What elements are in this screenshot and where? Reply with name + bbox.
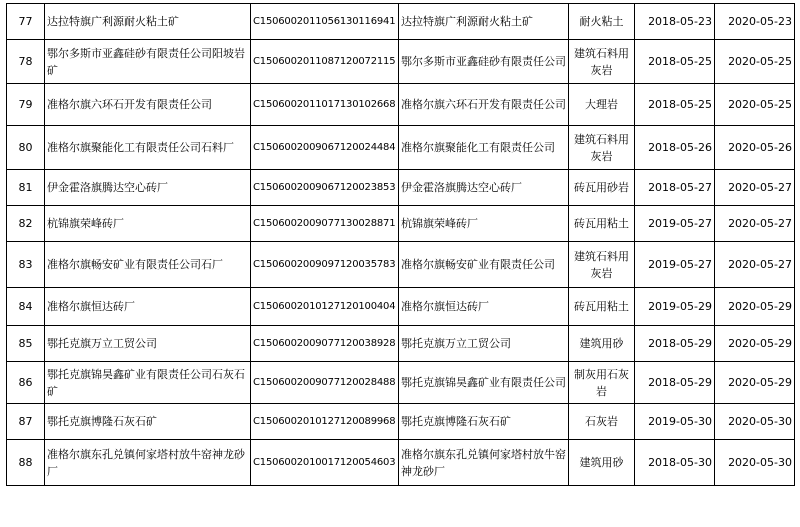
end-date-cell: 2020-05-25 [715, 84, 795, 126]
row-number: 81 [7, 170, 45, 206]
mine-name-cell: 伊金霍洛旗腾达空心砖厂 [45, 170, 251, 206]
end-date-cell: 2020-05-27 [715, 170, 795, 206]
mine-name-cell: 杭锦旗荣峰砖厂 [45, 206, 251, 242]
start-date-cell: 2018-05-27 [635, 170, 715, 206]
row-number: 86 [7, 362, 45, 404]
owner-cell: 鄂托克旗万立工贸公司 [399, 326, 569, 362]
row-number: 83 [7, 242, 45, 288]
license-code-cell: C1506002010127120100404 [251, 288, 399, 326]
mineral-cell: 砖瓦用砂岩 [569, 170, 635, 206]
start-date-cell: 2018-05-29 [635, 362, 715, 404]
start-date-cell: 2018-05-29 [635, 326, 715, 362]
table-row [7, 40, 795, 84]
table-row [7, 242, 795, 288]
owner-cell: 鄂尔多斯市亚鑫硅砂有限责任公司 [399, 40, 569, 84]
license-code-cell: C1506002009067120024484 [251, 126, 399, 170]
mine-name-cell: 鄂托克旗锦昊鑫矿业有限责任公司石灰石矿 [45, 362, 251, 404]
license-code-cell: C1506002009067120023853 [251, 170, 399, 206]
table-row [7, 326, 795, 362]
license-code-cell: C1506002009077130028871 [251, 206, 399, 242]
license-code-cell: C1506002009077120028488 [251, 362, 399, 404]
end-date-cell: 2020-05-26 [715, 126, 795, 170]
end-date-cell: 2020-05-30 [715, 440, 795, 486]
mining-license-table [6, 3, 795, 486]
table-row [7, 404, 795, 440]
table-row [7, 170, 795, 206]
owner-cell: 准格尔旗畅安矿业有限责任公司 [399, 242, 569, 288]
mineral-cell: 制灰用石灰岩 [569, 362, 635, 404]
end-date-cell: 2020-05-29 [715, 288, 795, 326]
mineral-cell: 石灰岩 [569, 404, 635, 440]
license-code-cell: C1506002009097120035783 [251, 242, 399, 288]
end-date-cell: 2020-05-29 [715, 326, 795, 362]
owner-cell: 准格尔旗聚能化工有限责任公司 [399, 126, 569, 170]
owner-cell: 达拉特旗广利源耐火粘土矿 [399, 4, 569, 40]
table-row [7, 288, 795, 326]
owner-cell: 准格尔旗东孔兑镇何家塔村放牛窑神龙砂厂 [399, 440, 569, 486]
mine-name-cell: 准格尔旗畅安矿业有限责任公司石厂 [45, 242, 251, 288]
license-code-cell: C1506002009077120038928 [251, 326, 399, 362]
owner-cell: 伊金霍洛旗腾达空心砖厂 [399, 170, 569, 206]
license-code-cell: C1506002010127120089968 [251, 404, 399, 440]
mineral-cell: 建筑用砂 [569, 440, 635, 486]
mine-name-cell: 鄂托克旗万立工贸公司 [45, 326, 251, 362]
table-row [7, 4, 795, 40]
row-number: 82 [7, 206, 45, 242]
start-date-cell: 2018-05-26 [635, 126, 715, 170]
license-code-cell: C1506002010017120054603 [251, 440, 399, 486]
table-row [7, 84, 795, 126]
end-date-cell: 2020-05-29 [715, 362, 795, 404]
license-code-cell: C1506002011056130116941 [251, 4, 399, 40]
mineral-cell: 建筑石料用灰岩 [569, 126, 635, 170]
license-code-cell: C1506002011087120072115 [251, 40, 399, 84]
row-number: 88 [7, 440, 45, 486]
table-row [7, 362, 795, 404]
mineral-cell: 建筑石料用灰岩 [569, 40, 635, 84]
start-date-cell: 2019-05-27 [635, 206, 715, 242]
table-row [7, 126, 795, 170]
start-date-cell: 2018-05-25 [635, 84, 715, 126]
end-date-cell: 2020-05-27 [715, 206, 795, 242]
mine-name-cell: 准格尔旗东孔兑镇何家塔村放牛窑神龙砂厂 [45, 440, 251, 486]
owner-cell: 准格尔旗六环石开发有限责任公司 [399, 84, 569, 126]
mineral-cell: 大理岩 [569, 84, 635, 126]
mine-name-cell: 准格尔旗六环石开发有限责任公司 [45, 84, 251, 126]
start-date-cell: 2019-05-29 [635, 288, 715, 326]
mineral-cell: 砖瓦用粘土 [569, 206, 635, 242]
row-number: 84 [7, 288, 45, 326]
row-number: 79 [7, 84, 45, 126]
end-date-cell: 2020-05-25 [715, 40, 795, 84]
owner-cell: 鄂托克旗博隆石灰石矿 [399, 404, 569, 440]
row-number: 77 [7, 4, 45, 40]
end-date-cell: 2020-05-23 [715, 4, 795, 40]
owner-cell: 准格尔旗恒达砖厂 [399, 288, 569, 326]
mine-name-cell: 准格尔旗聚能化工有限责任公司石料厂 [45, 126, 251, 170]
row-number: 87 [7, 404, 45, 440]
mine-name-cell: 鄂托克旗博隆石灰石矿 [45, 404, 251, 440]
mineral-cell: 建筑用砂 [569, 326, 635, 362]
mine-name-cell: 达拉特旗广利源耐火粘土矿 [45, 4, 251, 40]
license-code-cell: C1506002011017130102668 [251, 84, 399, 126]
owner-cell: 杭锦旗荣峰砖厂 [399, 206, 569, 242]
end-date-cell: 2020-05-27 [715, 242, 795, 288]
start-date-cell: 2018-05-23 [635, 4, 715, 40]
mineral-cell: 建筑石料用灰岩 [569, 242, 635, 288]
mine-name-cell: 准格尔旗恒达砖厂 [45, 288, 251, 326]
mineral-cell: 砖瓦用粘土 [569, 288, 635, 326]
table-body [7, 4, 795, 486]
table-row [7, 440, 795, 486]
start-date-cell: 2019-05-30 [635, 404, 715, 440]
mine-name-cell: 鄂尔多斯市亚鑫硅砂有限责任公司阳坡岩矿 [45, 40, 251, 84]
row-number: 78 [7, 40, 45, 84]
start-date-cell: 2018-05-25 [635, 40, 715, 84]
start-date-cell: 2019-05-27 [635, 242, 715, 288]
end-date-cell: 2020-05-30 [715, 404, 795, 440]
row-number: 80 [7, 126, 45, 170]
start-date-cell: 2018-05-30 [635, 440, 715, 486]
row-number: 85 [7, 326, 45, 362]
table-row [7, 206, 795, 242]
owner-cell: 鄂托克旗锦昊鑫矿业有限责任公司 [399, 362, 569, 404]
mineral-cell: 耐火粘土 [569, 4, 635, 40]
